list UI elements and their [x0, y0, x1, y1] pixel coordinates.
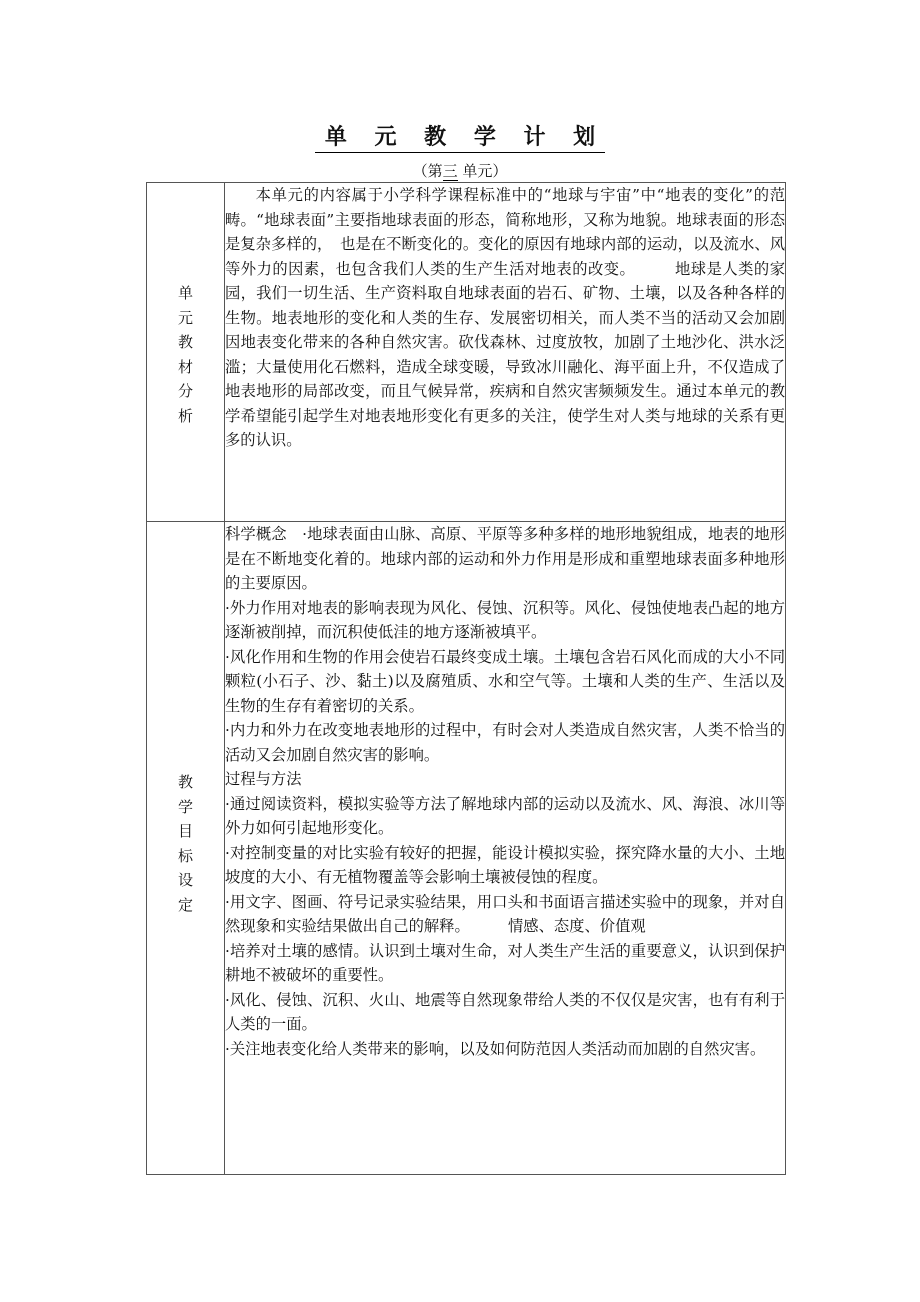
- objectives-content: [225, 522, 786, 1175]
- objective-paragraph: ·外力作用对地表的影响表现为风化、侵蚀、沉积等。风化、侵蚀使地表凸起的地方逐渐被削掉，而沉积使低洼的地方逐渐被填平。: [225, 598, 785, 641]
- analysis-paragraph: 本单元的内容属于小学科学课程标准中的“地球与宇宙”中“地表的变化”的范畴。“地球表面”主要指地球表面的形态，简称地形，又称为地貌。地球表面的形态是复杂多样的， 也是在不断变化的。变化的原因有地球内部的运动，以及流水、风等外力的因素，也包含我们人类的生产生活对地表的改变。 地球是人类的家园，我们一切生活、生产资料取自地球表面的岩石、矿物、土壤，以及各种各样的生物。地表地形的变化和人类的生存、发展密切相关，而人类不当的活动又会加剧因地表变化带来的各种自然灾害。砍伐森林、过度放牧，加剧了土地沙化、洪水泛滥；大量使用化石燃料，造成全球变暖，导致冰川融化、海平面上升，不仅造成了地表地形的局部改变，而且气候异常，疾病和自然灾害频频发生。通过本单元的教学希望能引起学生对地表地形变化有更多的关注，使学生对人类与地球的关系有更多的认识。: [225, 186, 785, 449]
- subtitle-close: 单元）: [457, 162, 508, 180]
- objective-paragraph: ·风化作用和生物的作用会使岩石最终变成土壤。土壤包含岩石风化而成的大小不同颗粒(小石子、沙、黏土)以及腐殖质、水和空气等。土壤和人类的生产、生活以及生物的生存有着密切的关系。: [225, 647, 785, 715]
- table-row-objectives: [147, 522, 786, 1175]
- analysis-content: [225, 183, 786, 522]
- row-label-cell: [147, 522, 225, 1175]
- objective-paragraph: ·内力和外力在改变地表地形的过程中，有时会对人类造成自然灾害，人类不恰当的活动又会加剧自然灾害的影响。: [225, 721, 785, 764]
- objective-paragraph: ·通过阅读资料，模拟实验等方法了解地球内部的运动以及流水、风、海浪、冰川等外力如何引起地形变化。: [225, 794, 785, 837]
- page-title: [0, 120, 920, 151]
- row-label-objectives: 教学目标设定: [177, 773, 193, 914]
- row-label-cell: [147, 183, 225, 522]
- objective-paragraph: 科学概念 ·地球表面由山脉、高原、平原等多种多样的地形地貌组成，地表的地形是在不断地变化着的。地球内部的运动和外力作用是形成和重塑地球表面多种地形的主要原因。: [225, 525, 785, 592]
- unit-number: 三: [442, 162, 458, 180]
- title-text: 单 元 教 学 计 划: [315, 125, 605, 153]
- objective-paragraph: ·培养对土壤的感情。认识到土壤对生命，对人类生产生活的重要意义，认识到保护耕地不被破坏的重要性。: [225, 941, 785, 984]
- table-row-analysis: [147, 183, 786, 522]
- subtitle-open: （第: [412, 162, 443, 180]
- plan-table: [146, 182, 786, 1175]
- unit-subtitle: [0, 160, 920, 181]
- objective-paragraph: ·风化、侵蚀、沉积、火山、地震等自然现象带给人类的不仅仅是灾害，也有有利于人类的一面。: [225, 990, 785, 1033]
- objective-paragraph: ·用文字、图画、符号记录实验结果，用口头和书面语言描述实验中的现象，并对自然现象和实验结果做出自己的解释。 情感、态度、价值观: [225, 892, 785, 935]
- objective-heading: 过程与方法: [225, 770, 302, 788]
- row-label-analysis: 单元教材分析: [177, 284, 193, 425]
- objective-paragraph: ·关注地表变化给人类带来的影响，以及如何防范因人类活动而加剧的自然灾害。: [225, 1039, 766, 1058]
- objective-paragraph: ·对控制变量的对比实验有较好的把握，能设计模拟实验，探究降水量的大小、土地坡度的大小、有无植物覆盖等会影响土壤被侵蚀的程度。: [225, 843, 785, 886]
